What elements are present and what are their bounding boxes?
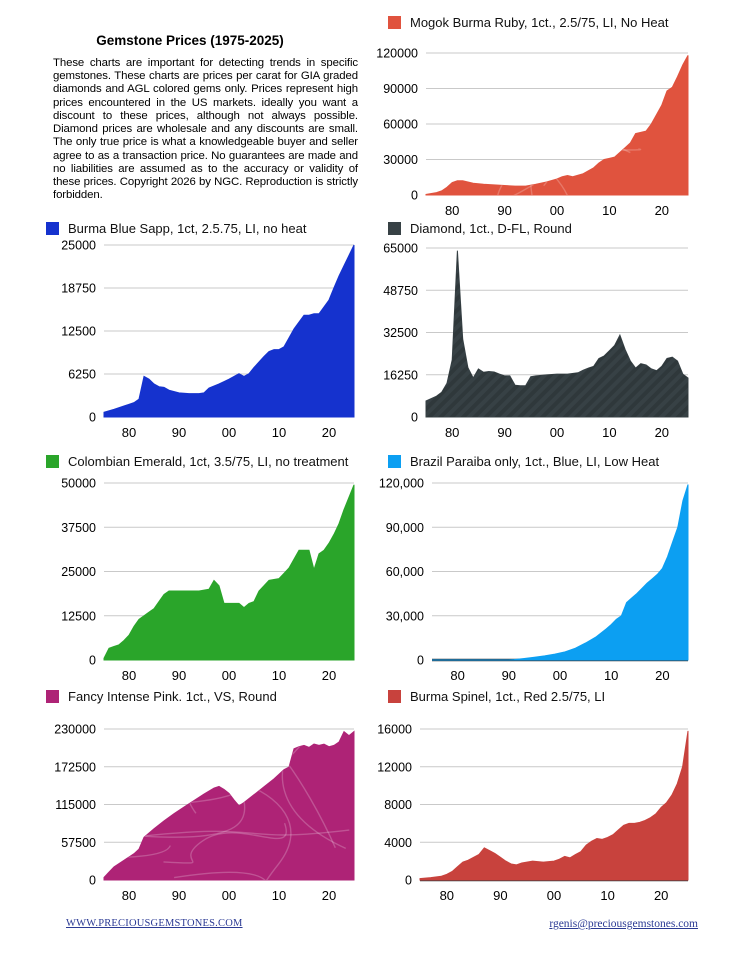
svg-text:00: 00: [549, 425, 565, 440]
svg-text:80: 80: [121, 425, 137, 440]
svg-text:90: 90: [497, 203, 512, 218]
chart-diamond: [366, 240, 702, 450]
page-title: Gemstone Prices (1975-2025): [96, 33, 284, 48]
svg-text:20: 20: [654, 203, 670, 218]
svg-text:90,000: 90,000: [385, 520, 424, 535]
svg-text:0: 0: [89, 653, 96, 668]
svg-text:20: 20: [655, 668, 670, 683]
svg-text:00: 00: [549, 203, 565, 218]
svg-text:18750: 18750: [61, 281, 96, 296]
svg-text:10: 10: [602, 425, 617, 440]
chart-emerald: [16, 475, 368, 693]
svg-text:10: 10: [271, 425, 287, 440]
svg-text:20: 20: [321, 425, 337, 440]
legend-emerald: [46, 453, 348, 469]
svg-text:20: 20: [654, 425, 670, 440]
svg-text:120000: 120000: [376, 46, 418, 61]
svg-text:25000: 25000: [61, 565, 96, 579]
svg-text:80: 80: [450, 668, 465, 683]
paraiba-area-chart: [366, 475, 702, 688]
svg-text:10: 10: [602, 203, 617, 218]
svg-text:00: 00: [221, 888, 237, 903]
svg-text:4000: 4000: [384, 835, 412, 850]
svg-text:0: 0: [411, 188, 418, 203]
svg-text:20: 20: [321, 888, 337, 903]
svg-text:30000: 30000: [383, 153, 418, 167]
svg-text:00: 00: [221, 425, 237, 440]
sapphire-legend-swatch-icon: [46, 222, 59, 235]
svg-text:8000: 8000: [384, 798, 412, 812]
emerald-legend-swatch-icon: [46, 455, 59, 468]
svg-text:48750: 48750: [383, 283, 418, 298]
chart-paraiba: [366, 475, 702, 693]
svg-text:0: 0: [89, 410, 96, 425]
legend-ruby: [388, 14, 668, 30]
svg-text:12500: 12500: [61, 609, 96, 624]
svg-text:230000: 230000: [54, 722, 96, 737]
diamond-legend-label: Diamond, 1ct., D-FL, Round: [410, 220, 572, 236]
svg-text:172500: 172500: [54, 760, 96, 775]
svg-text:10: 10: [603, 668, 619, 683]
legend-paraiba: [388, 453, 659, 469]
svg-text:50000: 50000: [61, 476, 96, 491]
svg-text:30,000: 30,000: [385, 609, 424, 624]
svg-text:80: 80: [439, 888, 455, 903]
svg-text:0: 0: [405, 873, 412, 888]
svg-text:25000: 25000: [61, 238, 96, 253]
emerald-legend-label: Colombian Emerald, 1ct, 3.5/75, LI, no treatment: [68, 453, 349, 469]
svg-text:120,000: 120,000: [378, 476, 424, 491]
chart-spinel: [366, 721, 702, 913]
svg-text:90: 90: [171, 668, 187, 683]
svg-text:90000: 90000: [383, 82, 418, 96]
svg-text:10: 10: [271, 668, 287, 683]
sapphire-legend-label: Burma Blue Sapp, 1ct, 2.5.75, LI, no heat: [68, 220, 307, 236]
svg-text:20: 20: [653, 888, 669, 903]
pink-area-chart: [16, 721, 368, 908]
svg-text:80: 80: [121, 888, 137, 903]
svg-text:10: 10: [600, 888, 615, 903]
svg-text:0: 0: [411, 410, 418, 425]
svg-text:65000: 65000: [383, 241, 418, 256]
svg-text:00: 00: [552, 668, 568, 683]
paraiba-legend-swatch-icon: [388, 455, 401, 468]
svg-text:32500: 32500: [383, 326, 418, 340]
svg-text:115000: 115000: [55, 798, 96, 812]
svg-text:16000: 16000: [377, 722, 412, 737]
spinel-area-chart: [366, 721, 702, 908]
svg-text:80: 80: [121, 668, 137, 683]
website-link[interactable]: WWW.PRECIOUSGEMSTONES.COM: [66, 918, 243, 929]
svg-text:60000: 60000: [383, 117, 418, 132]
email-link[interactable]: rgenis@preciousgemstones.com: [549, 918, 698, 930]
svg-text:37500: 37500: [61, 520, 96, 535]
svg-text:12500: 12500: [61, 324, 96, 339]
ruby-legend-label: Mogok Burma Ruby, 1ct., 2.5/75, LI, No Heat: [410, 14, 669, 30]
chart-sapphire: [16, 237, 368, 450]
svg-text:6250: 6250: [68, 367, 96, 382]
emerald-area-chart: [16, 475, 368, 688]
svg-text:57500: 57500: [61, 835, 96, 850]
svg-text:20: 20: [321, 668, 337, 683]
svg-text:00: 00: [546, 888, 562, 903]
ruby-legend-swatch-icon: [388, 16, 401, 29]
svg-text:0: 0: [417, 653, 424, 668]
pink-legend-label: Fancy Intense Pink. 1ct., VS, Round: [68, 688, 277, 704]
svg-text:0: 0: [89, 873, 96, 888]
svg-text:90: 90: [171, 425, 187, 440]
svg-text:12000: 12000: [377, 760, 412, 775]
svg-text:00: 00: [221, 668, 237, 683]
svg-text:16250: 16250: [383, 368, 418, 383]
svg-text:90: 90: [493, 888, 508, 903]
intro-paragraph: These charts are important for detecting trends in specific gemstones. These charts are prices per carat for GIA graded diamonds and AGL colored gems only. Prices represent high prices encountered in the US markets. ideally you want a discount to these prices, although not always possible. Diamond prices are wholesale and any discounts are small. The only true price is what a knowledgeable buyer and seller agree to as a transaction price. No guarantees are made and no liabilities are assumed as to the accuracy or validity of these prices. Copyright 2026 by NGC. Reproduction is strictly forbidden.: [53, 57, 358, 202]
diamond-area-chart: [366, 240, 702, 445]
chart-pink: [16, 721, 368, 913]
svg-text:90: 90: [171, 888, 187, 903]
paraiba-legend-label: Brazil Paraiba only, 1ct., Blue, LI, Low Heat: [410, 453, 660, 469]
svg-text:10: 10: [271, 888, 287, 903]
spinel-legend-label: Burma Spinel, 1ct., Red 2.5/75, LI: [410, 688, 606, 704]
sapphire-area-chart: [16, 237, 368, 445]
svg-text:60,000: 60,000: [385, 565, 424, 579]
svg-text:90: 90: [497, 425, 512, 440]
svg-text:80: 80: [444, 425, 460, 440]
legend-sapphire: [46, 220, 307, 236]
chart-ruby: [366, 45, 702, 228]
ruby-area-chart: [366, 45, 702, 223]
svg-text:90: 90: [501, 668, 517, 683]
svg-text:80: 80: [444, 203, 460, 218]
